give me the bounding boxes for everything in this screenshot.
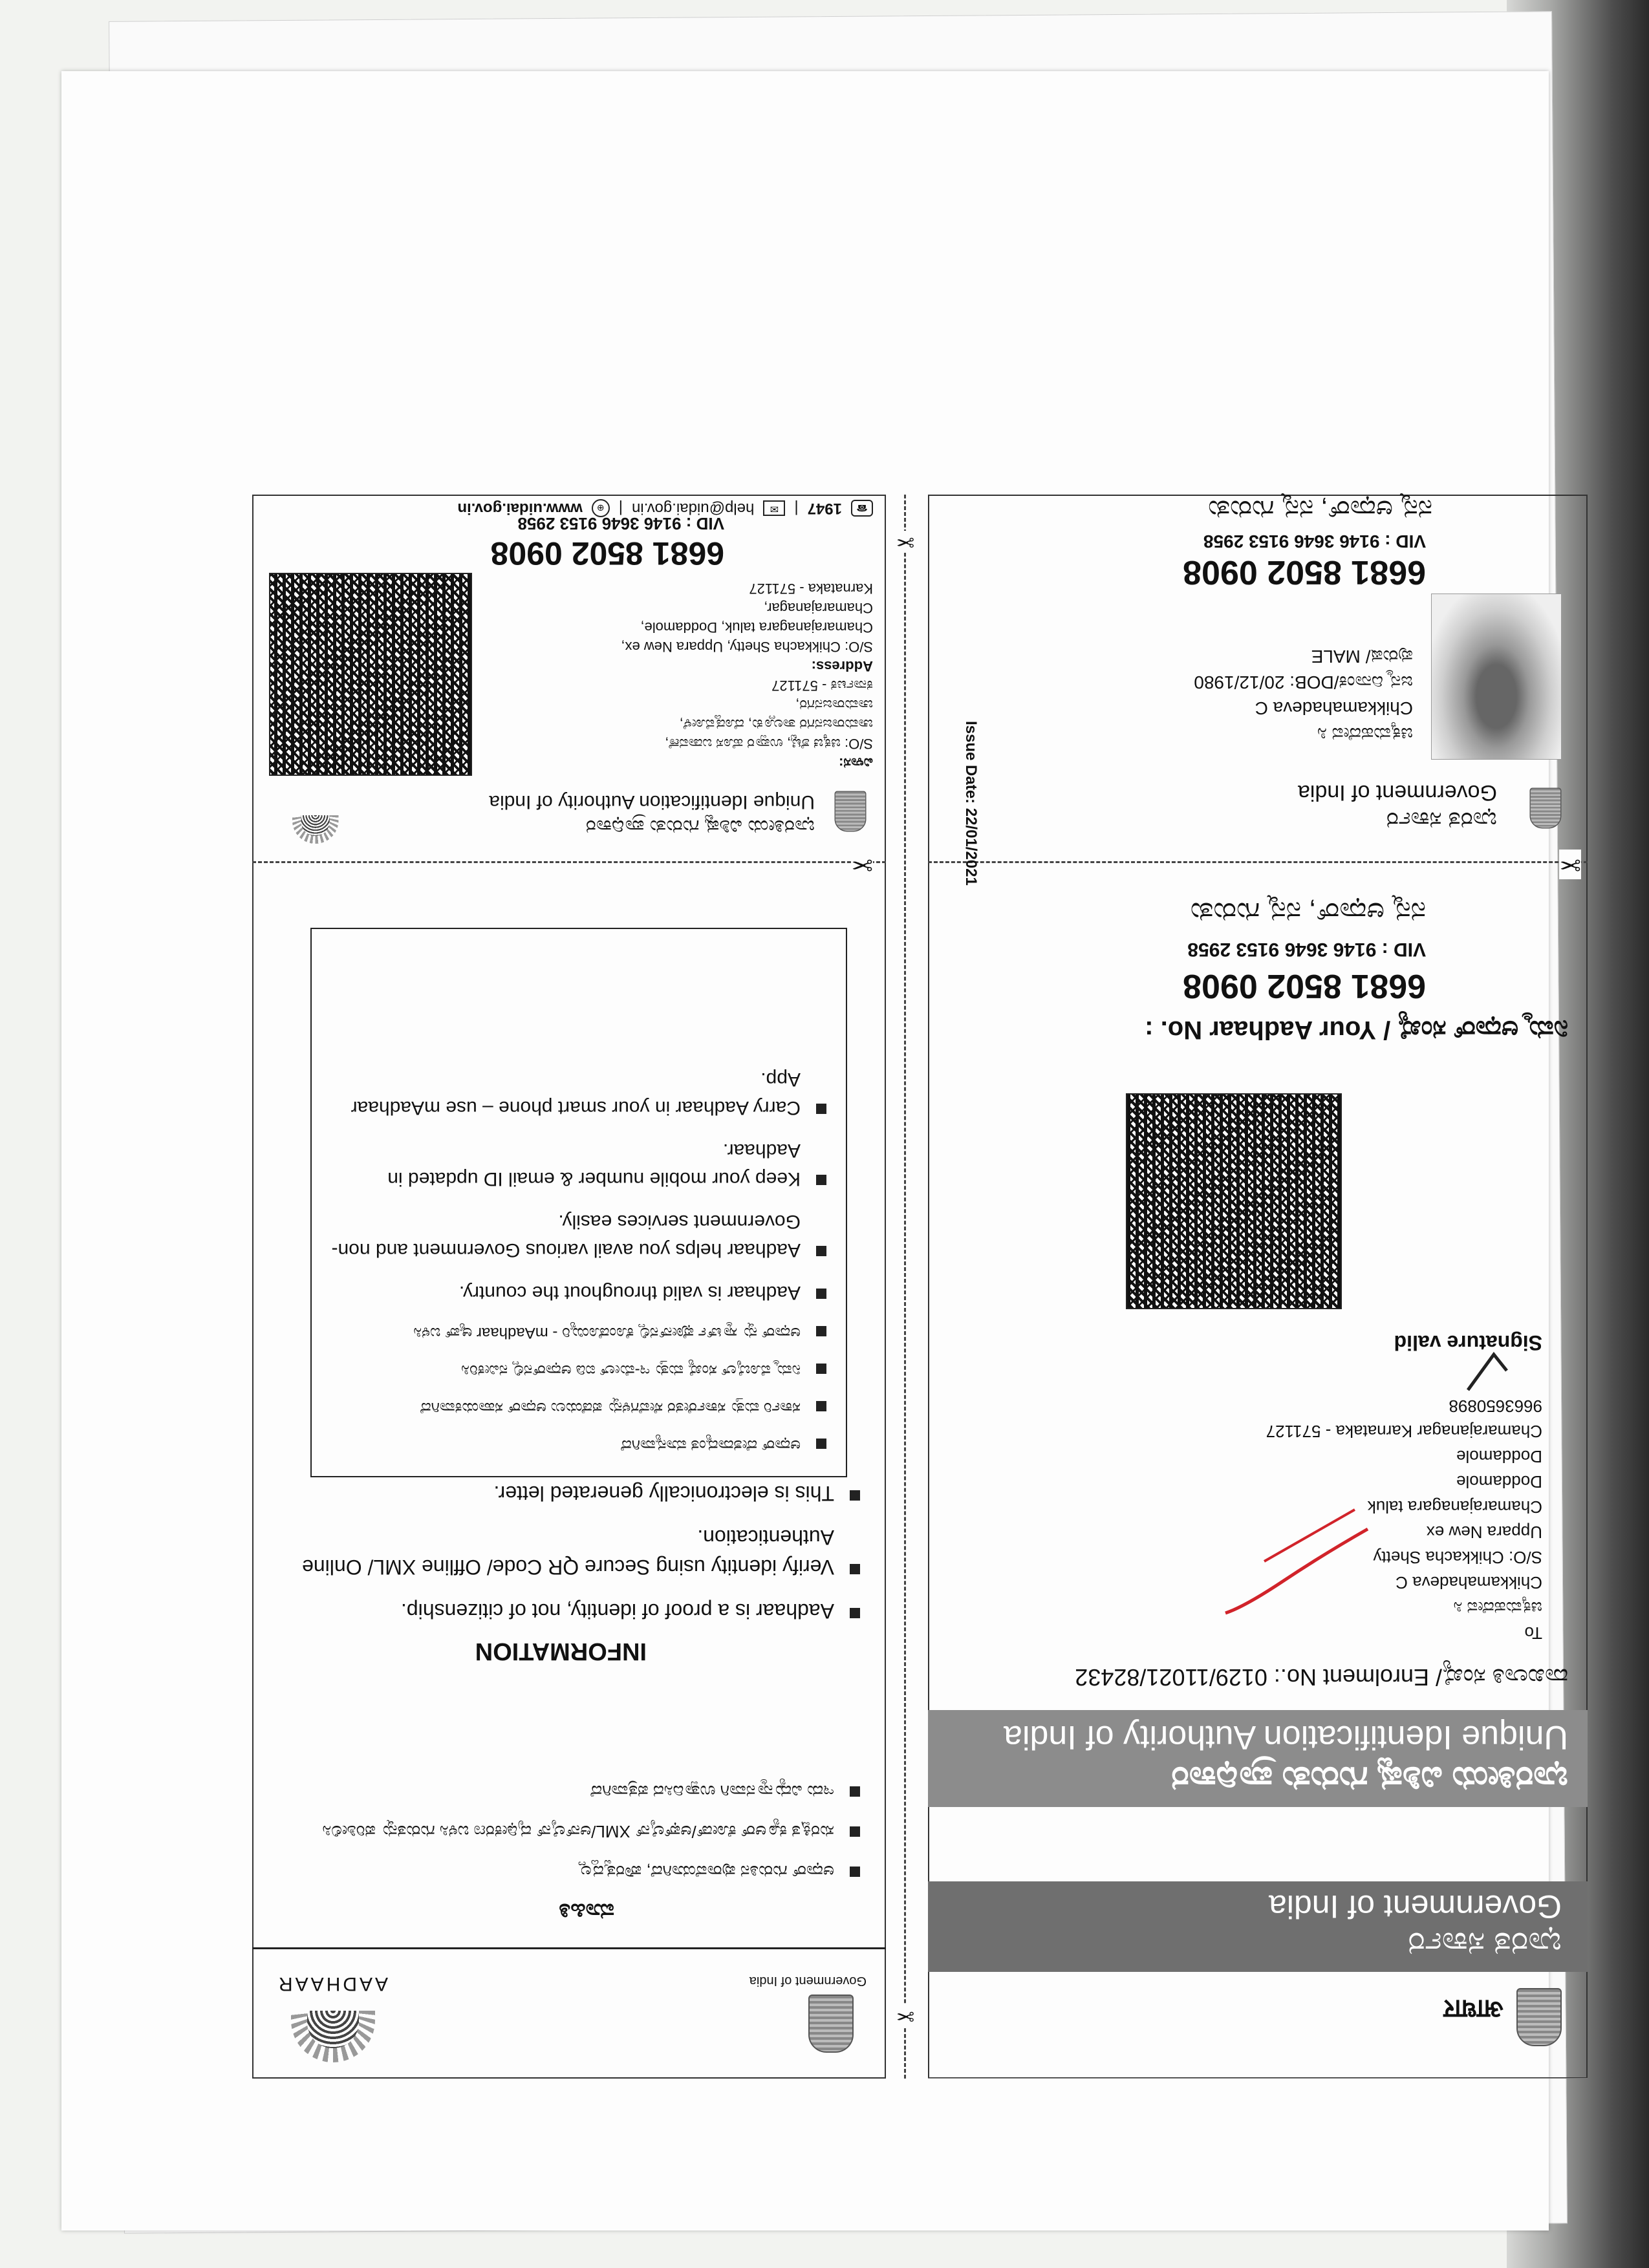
scissor-icon: ✂ (1559, 850, 1581, 879)
holder-dob: ಜನ್ಮ ದಿನಾಂಕ/DOB: 20/12/1980 (1194, 672, 1413, 692)
address-line-kannada: S/O: ಚಿಕ್ಕಚ ಶೆಟ್ಟಿ, ಉಪ್ಪಾರ ಹೊಸ ಬಡಾವಣೆ, (665, 736, 873, 752)
address-line: Chamarajanagar Karnataka - 571127 (1266, 1422, 1542, 1441)
address-line: Chikkamahadeva C (1396, 1573, 1542, 1592)
info-point: ಸುರಕ್ಷಿತ ಕ್ಯೂಆರ್ ಕೋಡ್/ಆಫ್‌ಲೈನ್ XML/ಆನ್‌ಲೈನ್ ದೃಢೀಕರಣ ಬಳಸಿ ಗುರುತನ್ನು ಪರಿಶೀಲಿಸಿ (322, 1822, 834, 1841)
card-back-aadhaar-number: 6681 8502 0908 (490, 535, 724, 572)
holder-gender: ಪುರುಷ/ MALE (1311, 647, 1413, 667)
contact-row: ☎ 1947 | ✉ help@uidai.gov.in | ⊕ www.uidai.gov.in (457, 499, 873, 517)
holder-photo (1431, 594, 1562, 760)
goi-header-english: Government of India (1268, 1888, 1562, 1925)
box-point: Aadhaar helps you avail various Government and non-Government services easily. (331, 1211, 801, 1261)
header-rule (252, 1947, 886, 1949)
info-point: Aadhaar is a proof of identity, not of citizenship. (400, 1599, 834, 1623)
help-email: help@uidai.gov.in (632, 500, 755, 517)
issue-date: Issue Date: 22/01/2021 (962, 721, 980, 886)
cut-line (928, 861, 1588, 863)
box-point: ಆಧಾರ್ ದೇಶದಾದ್ಯಂತ ಮಾನ್ಯವಾಗಿದೆ (621, 1437, 801, 1454)
vertical-cut-line (896, 495, 915, 2079)
box-point: ನಿಮ್ಮ ಮೊಬೈಲ್ ಸಂಖ್ಯೆ ಮತ್ತು ಇ-ಮೇಲ್ ಐಡಿ ಆಧಾರ್‌ನಲ್ಲಿ ನವೀಕರಿಸಿ (461, 1362, 801, 1379)
card-back-vid: VID : 9146 3646 9153 2958 (517, 514, 724, 533)
information-panel (252, 495, 886, 2079)
helpline-number: 1947 (807, 500, 842, 517)
aadhaar-card-front (931, 495, 1588, 886)
card-header-english: Government of India (1297, 780, 1497, 805)
signature-valid-label: Signature valid (1394, 1331, 1542, 1354)
info-points-english (278, 1464, 860, 1626)
rotated-content (236, 495, 1588, 2079)
uidai-website: www.uidai.gov.in (457, 500, 583, 517)
address-label-kannada: ವಿಳಾಸ: (839, 755, 873, 771)
aadhaar-logo-text: AADHAAR (275, 1973, 388, 1995)
your-aadhaar-label: ನಿಮ್ಮ ಆಧಾರ್ ಸಂಖ್ಯೆ / Your Aadhaar No. : (1145, 1016, 1568, 1044)
globe-icon: ⊕ (592, 499, 610, 517)
address-line: Doddamole (1456, 1472, 1542, 1492)
info-points-kannada (278, 1764, 860, 1885)
box-point: ಆಧಾರ್ ನ್ನು ಸ್ಮಾರ್ಟ್ ಫೋನ್‌ನಲ್ಲಿ ಕೊಂಡೊಯ್ಯಿರಿ - mAadhaar ಆ್ಯಪ್ ಬಳಸಿ (413, 1324, 801, 1342)
emblem-icon (835, 791, 867, 832)
holder-name-english: Chikkamahadeva C (1255, 698, 1413, 718)
scissor-icon: ✂ (851, 850, 873, 879)
uidai-header-kannada: ಭಾರತೀಯ ವಿಶಿಷ್ಟ ಗುರುತು ಪ್ರಾಧಿಕಾರ (1171, 1760, 1568, 1797)
box-point: Aadhaar is valid throughout the country. (458, 1282, 801, 1303)
address-line-english: S/O: Chikkacha Shetty, Uppara New ex, (621, 639, 873, 655)
card-vid: VID : 9146 3646 9153 2958 (1203, 531, 1426, 551)
enrolment-label: ದಾಖಲಾತಿ ಸಂಖ್ಯೆ/ Enrolment No.: (1273, 1664, 1568, 1691)
cut-line (252, 861, 886, 863)
red-pen-mark (1212, 1497, 1381, 1626)
card-back-uidai-kannada: ಭಾರತೀಯ ವಿಶಿಷ್ಟ ಗುರುತು ಪ್ರಾಧಿಕಾರ (585, 816, 815, 837)
letter-qr-code (1126, 1093, 1342, 1309)
enrolment-number: 0129/11021/82432 (1075, 1664, 1267, 1691)
address-line: Chamarajanagara taluk (1367, 1497, 1542, 1517)
emblem-icon (1516, 1988, 1562, 2046)
aadhaar-card-back (255, 497, 886, 850)
uidai-header-english: Unique Identification Authority of India (1003, 1718, 1568, 1756)
address-line-kannada: ಚಾಮರಾಜನಗರ, (795, 697, 873, 713)
address-line-english: Chamarajanagar, (764, 600, 873, 616)
scissor-icon: ✂ (896, 530, 915, 554)
address-line-kannada: ಕರ್ನಾಟಕ - 571127 (771, 678, 873, 694)
info-point: This is electronically generated letter. (493, 1482, 834, 1505)
box-point: Keep your mobile number & email ID updated in Aadhaar. (387, 1140, 801, 1190)
letter-panel (928, 495, 1588, 2079)
info-title-english: INFORMATION (475, 1638, 647, 1665)
address-line-english: Chamarajanagara taluk, Doddamole, (640, 619, 873, 636)
address-line: Uppara New ex (1426, 1523, 1542, 1542)
signature-check-icon (1465, 1348, 1510, 1393)
address-line: S/O: Chikkacha Shetty (1373, 1548, 1542, 1567)
info-point: Verify identity using Secure QR Code/ Offline XML/ Online Authentication. (302, 1526, 834, 1579)
card-back-address (621, 579, 873, 773)
aadhaar-logo-icon (282, 798, 350, 844)
goi-header-band (928, 1881, 1588, 1972)
info-point: ಆಧಾರ್ ಗುರುತಿನ ಪುರಾವೆಯಾಗಿದೆ, ಪೌರತ್ವದ್ದಲ್ಲ (578, 1862, 834, 1881)
enrolment-row (1075, 1663, 1568, 1691)
aadhaar-hindi-logo: आधार (1443, 1995, 1503, 2023)
to-label: To (1524, 1623, 1542, 1643)
address-line: Doddamole (1456, 1447, 1542, 1466)
info-point: ಇದು ವಿದ್ಯುನ್ಮಾನವಾಗಿ ಉತ್ಪಾದಿಸಿದ ಪತ್ರವಾಗಿದೆ (590, 1782, 834, 1801)
address-label-english: Address: (811, 658, 873, 674)
letter-vid: VID : 9146 3646 9153 2958 (1187, 939, 1426, 960)
box-point: ಸರ್ಕಾರಿ ಮತ್ತು ಸರ್ಕಾರೇತರ ಸೇವೆಗಳನ್ನು ಪಡೆಯಲು ಆಧಾರ್ ಸಹಾಯಕವಾಗಿದೆ (420, 1399, 801, 1417)
emblem-caption: Government of India (749, 1974, 867, 1988)
address-line: 9663650898 (1449, 1396, 1542, 1416)
address-line-english: Karnataka - 571127 (749, 581, 873, 597)
card-aadhaar-number: 6681 8502 0908 (1183, 553, 1426, 591)
box-point: Carry Aadhaar in your smart phone – use mAadhaar App. (350, 1069, 801, 1118)
emblem-icon (1530, 788, 1562, 829)
emblem-icon (808, 1995, 854, 2053)
card-back-uidai-english: Unique Identification Authority of India (489, 791, 815, 813)
scissor-icon: ✂ (896, 2004, 915, 2028)
address-line: ಚಿಕ್ಕಮಹದೇವ ಸಿ (1453, 1598, 1542, 1618)
holder-name-kannada: ಚಿಕ್ಕಮಹದೇವ ಸಿ (1317, 724, 1413, 744)
card-back-qr-code (269, 573, 472, 776)
phone-icon: ☎ (851, 500, 873, 517)
card-tagline: ನನ್ನ ಆಧಾರ್, ನನ್ನ ಗುರುತು (1208, 495, 1432, 524)
letter-tagline: ನನ್ನ ಆಧಾರ್, ನನ್ನ ಗುರುತು (1190, 897, 1426, 928)
info-box (310, 928, 847, 1477)
mail-icon: ✉ (763, 500, 785, 516)
letter-aadhaar-number: 6681 8502 0908 (1183, 967, 1426, 1005)
info-title-kannada: ಮಾಹಿತಿ (559, 1899, 614, 1923)
card-holder-details (1194, 643, 1413, 747)
aadhaar-letter-page (61, 71, 1581, 2231)
card-header-kannada: ಭಾರತ ಸರ್ಕಾರ (1386, 808, 1497, 834)
goi-header-kannada: ಭಾರತ ಸರ್ಕಾರ (1408, 1926, 1562, 1962)
address-line-kannada: ಚಾಮರಾಜನಗರ ತಾಲ್ಲೂಕು, ದೊಡ್ಡಮೋಳೆ, (679, 716, 873, 733)
uidai-header-band (928, 1710, 1588, 1807)
